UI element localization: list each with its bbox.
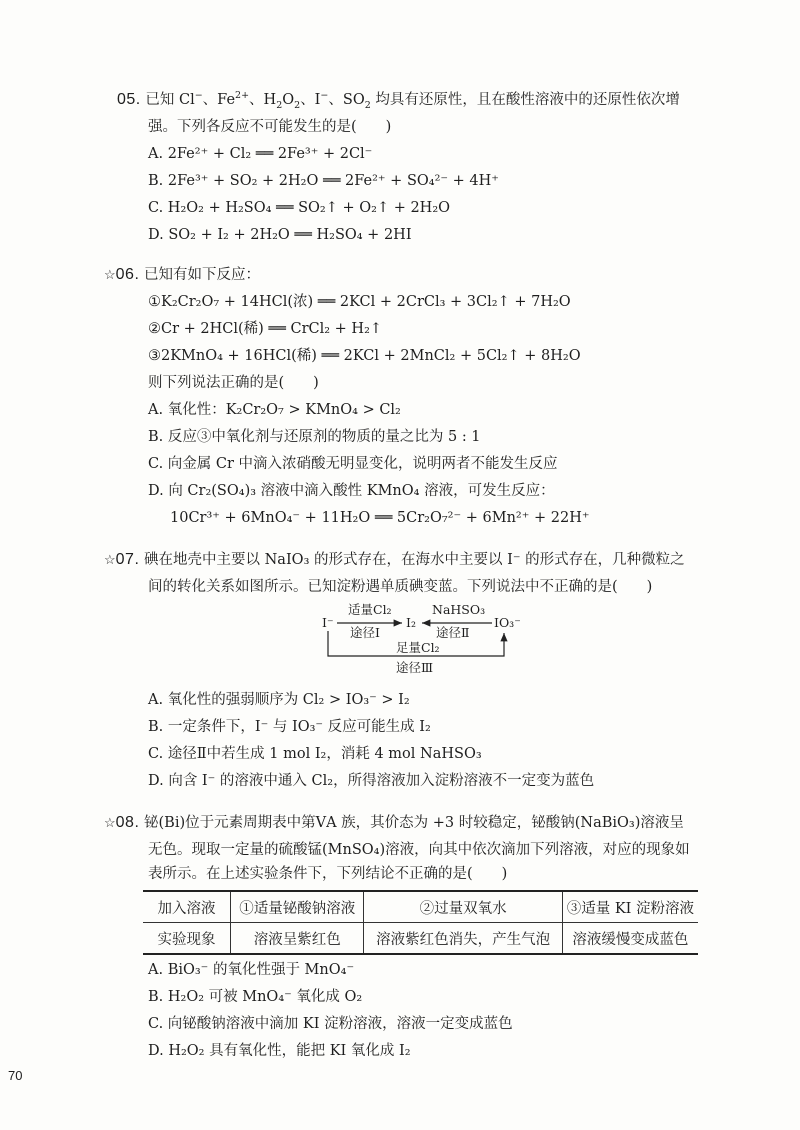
path1-reagent: 适量Cl₂ [348,602,392,617]
table-cell: ③适量 KI 淀粉溶液 [562,891,698,923]
q08-stem-line3: 表所示。在上述实验条件下，下列结论不正确的是( ) [148,866,508,882]
path1-label: 途径Ⅰ [350,625,380,640]
species-iodide: I⁻ [322,615,334,630]
q05-sup: − [320,90,329,102]
q08-number: 08. [115,814,140,831]
q08-option-b[interactable]: B. H₂O₂ 可被 MnO₄⁻ 氧化成 O₂ [148,989,363,1005]
q07-stem-text: 碘在地壳中主要以 NaIO₃ 的形式存在，在海水中主要以 I⁻ 的形式存在，几种微粒之 [144,552,685,568]
path2-reagent: NaHSO₃ [432,602,486,617]
q06-stem [104,265,260,286]
q05-stem-text: 均具有还原性，且在酸性溶液中的还原性依次增 [370,92,680,108]
q08-stem-text: 铋(Bi)位于元素周期表中第ⅤA 族，其价态为 +3 时较稳定，铋酸钠(NaBiO₃)溶液呈 [144,815,684,831]
star-icon: ☆ [104,268,116,283]
q08-stem-line1 [104,813,684,834]
q08-option-c[interactable]: C. 向铋酸钠溶液中滴加 KI 淀粉溶液，溶液一定变成蓝色 [148,1016,513,1032]
q05-sub: 2 [294,99,301,111]
q07-option-a[interactable]: A. 氧化性的强弱顺序为 Cl₂ > IO₃⁻ > I₂ [148,692,410,708]
table-row [143,923,698,955]
q06-number: 06. [115,266,140,283]
species-iodine: I₂ [406,615,416,630]
table-cell: 溶液紫红色消失，产生气泡 [364,923,562,955]
table-cell: ②过量双氧水 [364,891,562,923]
q05-option-b[interactable]: B. 2Fe³⁺ + SO₂ + 2H₂O ══ 2Fe²⁺ + SO₄²⁻ + 4H⁺ [148,173,499,189]
q05-stem-text: 、Fe [202,92,236,108]
q05-sup: − [194,90,203,102]
q05-option-d[interactable]: D. SO₂ + I₂ + 2H₂O ══ H₂SO₄ + 2HI [148,227,412,243]
q08-option-d[interactable]: D. H₂O₂ 具有氧化性，能把 KI 氧化成 I₂ [148,1043,411,1059]
iodine-conversion-diagram [320,601,520,681]
table-row [143,891,698,923]
experiment-table [143,890,698,955]
species-iodate: IO₃⁻ [494,615,521,630]
table-cell: 溶液缓慢变成蓝色 [562,923,698,955]
table-cell: 溶液呈紫红色 [230,923,364,955]
q06-reaction-3: ③2KMnO₄ + 16HCl(稀) ══ 2KCl + 2MnCl₂ + 5Cl₂↑ + 8H₂O [148,348,581,364]
q07-stem-line2: 间的转化关系如图所示。已知淀粉遇单质碘变蓝。下列说法中不正确的是( ) [148,579,653,595]
q07-option-b[interactable]: B. 一定条件下，I⁻ 与 IO₃⁻ 反应可能生成 I₂ [148,719,431,735]
q05-number: 05. [117,91,141,108]
table-cell: ①适量铋酸钠溶液 [230,891,364,923]
q06-reaction-2: ②Cr + 2HCl(稀) ══ CrCl₂ + H₂↑ [148,321,383,337]
path3-label: 途径Ⅲ [396,660,434,675]
q05-stem-text: 已知 Cl [145,92,195,108]
q06-reaction-1: ①K₂Cr₂O₇ + 14HCl(浓) ══ 2KCl + 2CrCl₃ + 3Cl₂↑ + 7H₂O [148,294,571,310]
q07-stem-line1 [104,550,685,571]
q06-ask: 则下列说法正确的是( ) [148,375,319,391]
q05-sub: 2 [276,99,283,111]
q06-stem-text: 已知有如下反应： [144,267,261,283]
q05-option-a[interactable]: A. 2Fe²⁺ + Cl₂ ══ 2Fe³⁺ + 2Cl⁻ [148,146,373,162]
q07-option-c[interactable]: C. 途径Ⅱ中若生成 1 mol I₂，消耗 4 mol NaHSO₃ [148,746,482,762]
q05-stem-line2: 强。下列各反应不可能发生的是( ) [148,119,392,135]
q06-option-d[interactable]: D. 向 Cr₂(SO₄)₃ 溶液中滴入酸性 KMnO₄ 溶液，可发生反应： [148,483,555,499]
star-icon: ☆ [104,553,116,568]
q05-stem-text: O [282,92,295,108]
q07-number: 07. [115,551,140,568]
q07-option-d[interactable]: D. 向含 I⁻ 的溶液中通入 Cl₂，所得溶液加入淀粉溶液不一定变为蓝色 [148,773,595,789]
q05-stem-text: 、H [249,92,277,108]
q05-sup: 2+ [235,90,250,102]
table-cell: 实验现象 [143,923,230,955]
path2-label: 途径Ⅱ [436,625,470,640]
q08-option-a[interactable]: A. BiO₃⁻ 的氧化性强于 MnO₄⁻ [148,962,355,978]
page-number: 70 [8,1068,23,1083]
q06-option-b[interactable]: B. 反应③中氧化剂与还原剂的物质的量之比为 5 : 1 [148,429,481,445]
star-icon: ☆ [104,816,116,831]
q05-stem-text: 、I [300,92,321,108]
q06-option-c[interactable]: C. 向金属 Cr 中滴入浓硝酸无明显变化，说明两者不能发生反应 [148,456,558,472]
path3-reagent: 足量Cl₂ [396,640,440,655]
q05-stem-line1 [117,90,680,110]
q08-stem-line2: 无色。现取一定量的硫酸锰(MnSO₄)溶液，向其中依次滴加下列溶液，对应的现象如 [148,842,690,858]
table-cell: 加入溶液 [143,891,230,923]
q06-option-a[interactable]: A. 氧化性：K₂Cr₂O₇ > KMnO₄ > Cl₂ [148,402,401,418]
q05-option-c[interactable]: C. H₂O₂ + H₂SO₄ ══ SO₂↑ + O₂↑ + 2H₂O [148,200,451,216]
q05-stem-text: 、SO [328,92,365,108]
q05-sub: 2 [364,99,371,111]
q06-option-d-equation: 10Cr³⁺ + 6MnO₄⁻ + 11H₂O ══ 5Cr₂O₇²⁻ + 6Mn²⁺ + 22H⁺ [170,510,590,526]
